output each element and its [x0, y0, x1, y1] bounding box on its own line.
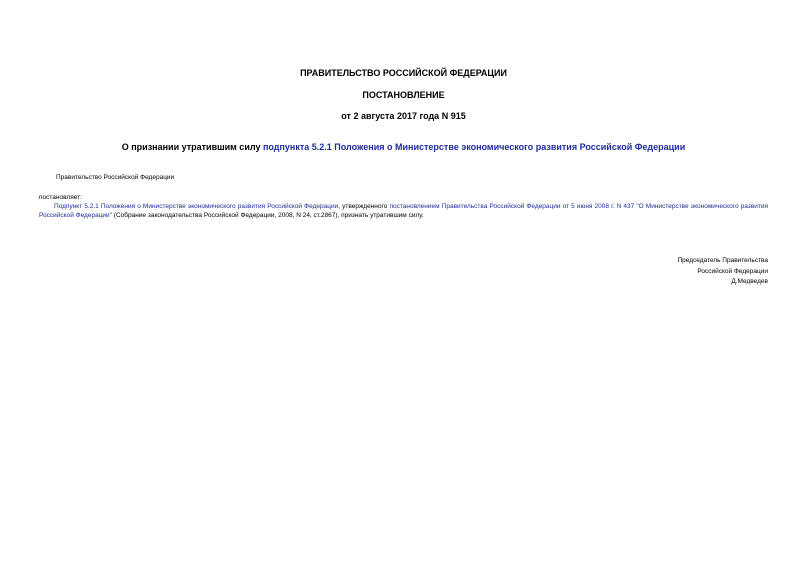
- body-paragraph: [39, 203, 768, 220]
- signature-title-line-1: Председатель Правительства: [677, 257, 768, 264]
- resolution-link[interactable]: постановлением Правительства Российской Федерации от 5 июня 2008 г. N 437 "О Министерстве экономического развития Российской Федерации": [39, 203, 769, 219]
- document-subject: [0, 142, 807, 153]
- signature-name: Д.Медведев: [731, 278, 768, 285]
- paragraph-text-1: , утвержденного: [338, 203, 390, 210]
- paragraph-text-2: (Собрание законодательства Российской Федерации, 2008, N 24, ст.2867), признать утратившим силу.: [112, 211, 424, 219]
- signature-block: [677, 256, 768, 288]
- subject-link[interactable]: подпункта 5.2.1 Положения о Министерстве экономического развития Российской Федерации: [262, 142, 686, 152]
- issuer-text: Правительство Российской Федерации: [56, 174, 175, 181]
- subject-prefix: О признании утратившим силу: [121, 142, 263, 152]
- subpoint-link[interactable]: Подпункт 5.2.1 Положения о Министерстве экономического развития Российской Федерации: [54, 203, 339, 210]
- resolves-text: постановляет:: [39, 194, 82, 201]
- government-heading: ПРАВИТЕЛЬСТВО РОССИЙСКОЙ ФЕДЕРАЦИИ: [300, 68, 507, 78]
- document-type-heading: ПОСТАНОВЛЕНИЕ: [362, 90, 445, 100]
- document-date-number: от 2 августа 2017 года N 915: [341, 111, 466, 121]
- signature-title-line-2: Российской Федерации: [697, 267, 768, 275]
